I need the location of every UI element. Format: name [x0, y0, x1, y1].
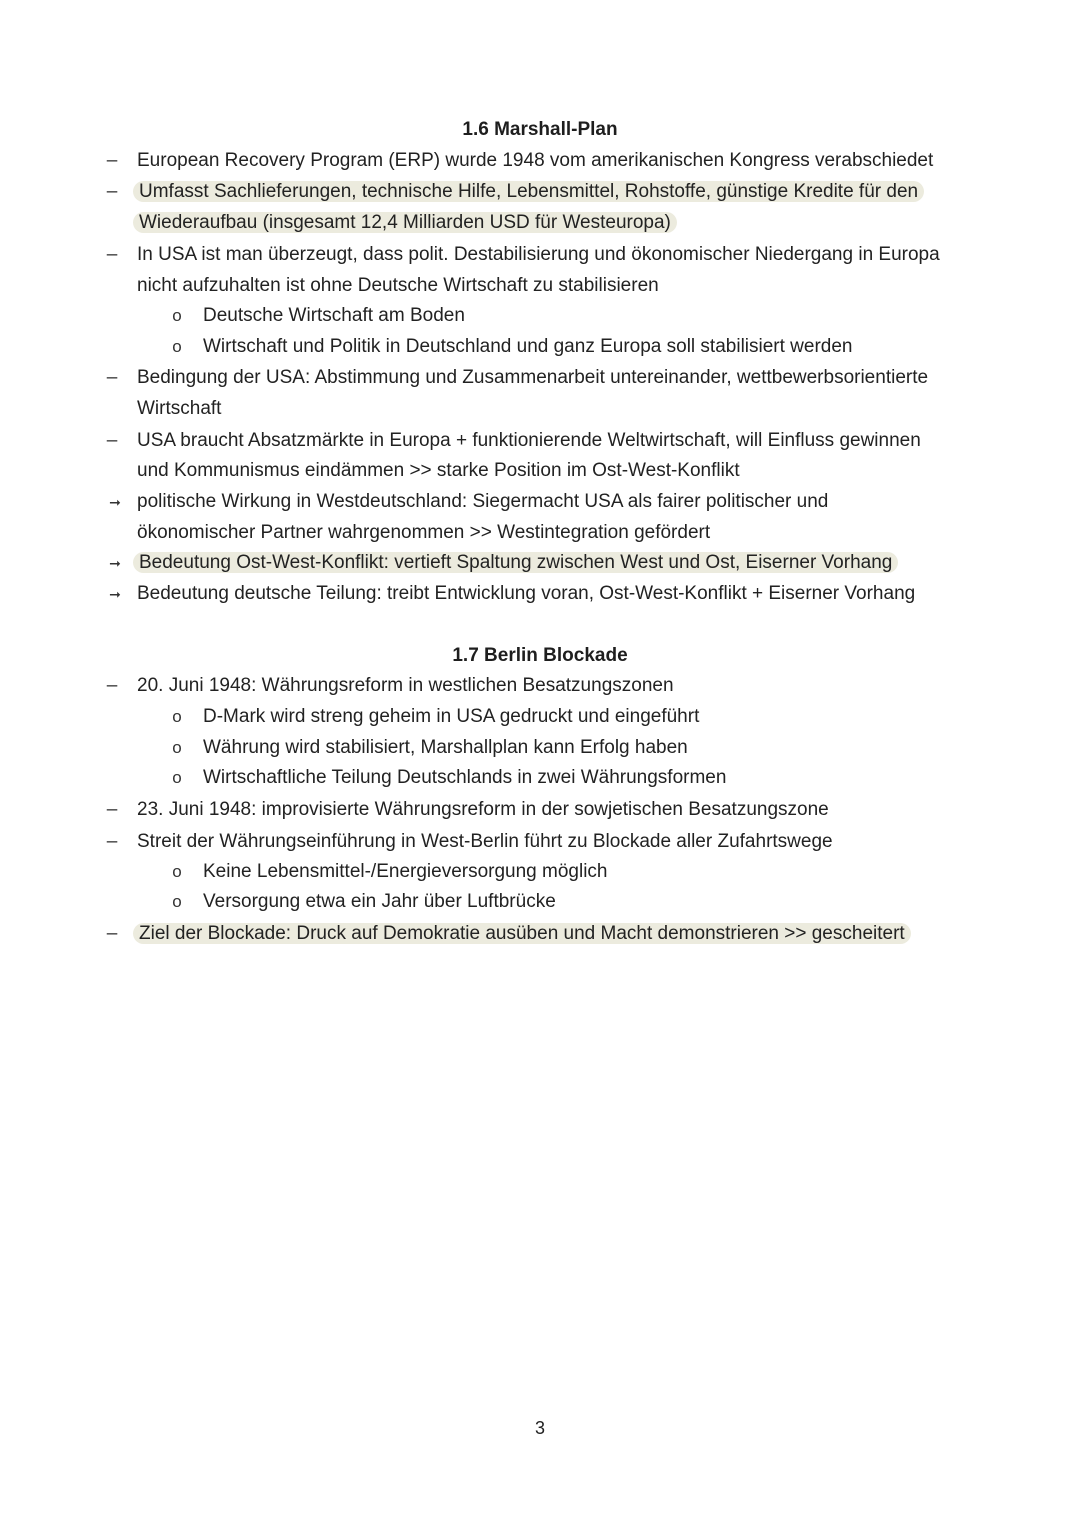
list-item-text: European Recovery Program (ERP) wurde 1948 vom amerikanischen Kongress verabschiedet [137, 150, 934, 171]
section-title-berlin-blockade: 1.7 Berlin Blockade [452, 645, 628, 666]
circle-bullet: o [172, 768, 182, 787]
list-item-text: nicht aufzuhalten ist ohne Deutsche Wirtschaft zu stabilisieren [137, 275, 659, 296]
arrow-item-text: ökonomischer Partner wahrgenommen >> Westintegration gefördert [137, 522, 711, 543]
dash-bullet: – [106, 799, 118, 820]
list-item [0, 671, 1080, 701]
dash-bullet: – [106, 181, 118, 202]
list-item-text: USA braucht Absatzmärkte in Europa + funktionierende Weltwirtschaft, will Einfluss gewinnen [137, 430, 921, 451]
dash-bullet: – [106, 923, 118, 944]
sub-list-item-text: Versorgung etwa ein Jahr über Luftbrücke [203, 891, 556, 912]
sub-list-item [0, 887, 1080, 917]
list-item-text: 23. Juni 1948: improvisierte Währungsreform in der sowjetischen Besatzungszone [137, 799, 829, 820]
arrow-item-continuation [0, 518, 1080, 548]
arrow-right-icon: ➞ [109, 586, 121, 602]
list-item-text: und Kommunismus eindämmen >> starke Position im Ost-West-Konflikt [137, 460, 740, 481]
sub-list-item-text: Deutsche Wirtschaft am Boden [203, 305, 465, 326]
circle-bullet: o [172, 738, 182, 757]
dash-bullet: – [106, 675, 118, 696]
sub-list-item-text: Währung wird stabilisiert, Marshallplan kann Erfolg haben [203, 737, 688, 758]
sub-list-item-text: Keine Lebensmittel-/Energieversorgung möglich [203, 861, 608, 882]
circle-bullet: o [172, 862, 182, 881]
sub-list-item [0, 702, 1080, 732]
arrow-right-icon: ➞ [109, 494, 121, 510]
dash-bullet: – [106, 244, 118, 265]
list-item-text: Streit der Währungseinführung in West-Berlin führt zu Blockade aller Zufahrtswege [137, 831, 833, 852]
list-item-continuation [0, 456, 1080, 486]
highlighted-text: Wiederaufbau (insgesamt 12,4 Milliarden USD für Westeuropa) [133, 212, 677, 233]
sub-list-item-text: D-Mark wird streng geheim in USA gedruckt und eingeführt [203, 706, 700, 727]
highlighted-text: Ziel der Blockade: Druck auf Demokratie ausüben und Macht demonstrieren >> gescheitert [133, 923, 911, 944]
list-item-text: Bedingung der USA: Abstimmung und Zusammenarbeit untereinander, wettbewerbsorientierte [137, 367, 929, 388]
circle-bullet: o [172, 337, 182, 356]
list-item [0, 177, 1080, 207]
arrow-item [0, 579, 1080, 609]
highlighted-text: Bedeutung Ost-West-Konflikt: vertieft Spaltung zwischen West und Ost, Eiserner Vorhang [133, 552, 898, 573]
dash-bullet: – [106, 430, 118, 451]
list-item-text: Wirtschaft [137, 398, 222, 419]
sub-list-item [0, 332, 1080, 362]
page-number: 3 [534, 1418, 545, 1438]
arrow-right-icon: ➞ [109, 555, 121, 571]
section-title-marshall-plan: 1.6 Marshall-Plan [462, 119, 618, 140]
sub-list-item-text: Wirtschaftliche Teilung Deutschlands in zwei Währungsformen [203, 767, 727, 788]
arrow-item [0, 487, 1080, 517]
arrow-item [0, 548, 1080, 578]
dash-bullet: – [106, 367, 118, 388]
list-item [0, 240, 1080, 270]
list-item-continuation [0, 394, 1080, 424]
sub-list-item [0, 763, 1080, 793]
dash-bullet: – [106, 150, 118, 171]
circle-bullet: o [172, 892, 182, 911]
circle-bullet: o [172, 707, 182, 726]
sub-list-item-text: Wirtschaft und Politik in Deutschland und ganz Europa soll stabilisiert werden [203, 336, 853, 357]
sub-list-item [0, 733, 1080, 763]
list-item [0, 363, 1080, 393]
sub-list-item [0, 301, 1080, 331]
list-item [0, 795, 1080, 825]
list-item [0, 827, 1080, 857]
list-item-text: In USA ist man überzeugt, dass polit. Destabilisierung und ökonomischer Niedergang in Europa [137, 244, 940, 265]
list-item [0, 426, 1080, 456]
circle-bullet: o [172, 306, 182, 325]
list-item [0, 919, 1080, 949]
dash-bullet: – [106, 831, 118, 852]
arrow-item-text: Bedeutung deutsche Teilung: treibt Entwicklung voran, Ost-West-Konflikt + Eiserner Vorhang [137, 583, 916, 604]
list-item-text: 20. Juni 1948: Währungsreform in westlichen Besatzungszonen [137, 675, 674, 696]
sub-list-item [0, 857, 1080, 887]
list-item-continuation [0, 271, 1080, 301]
list-item [0, 146, 1080, 176]
arrow-item-text: politische Wirkung in Westdeutschland: Siegermacht USA als fairer politischer und [137, 491, 829, 512]
list-item-continuation [0, 208, 1080, 238]
highlighted-text: Umfasst Sachlieferungen, technische Hilfe, Lebensmittel, Rohstoffe, günstige Kredite für den [133, 181, 924, 202]
